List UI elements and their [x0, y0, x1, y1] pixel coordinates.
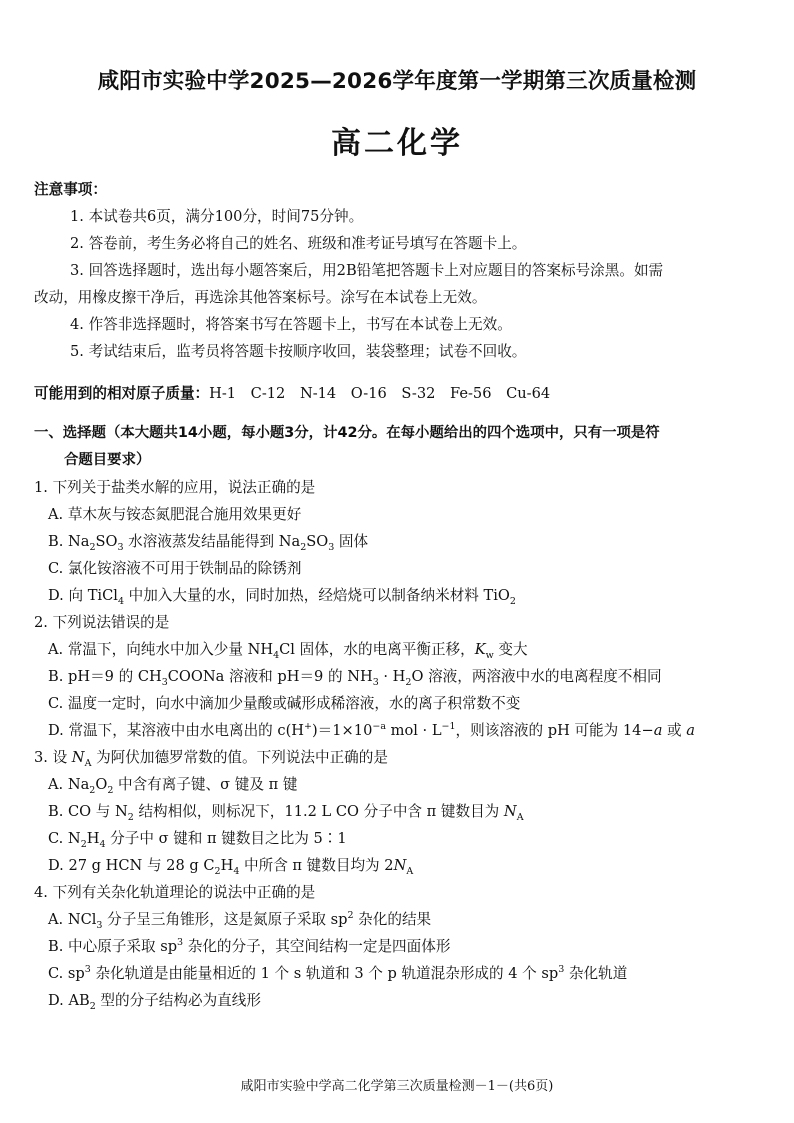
question-2-option-b: B. pH＝9 的 $CH_3COONa$ 溶液和 pH＝9 的 $NH_3 \cdot H_2O$ 溶液，两溶液中水的电离程度不相同: [48, 668, 662, 688]
atomic-mass-label: 可能用到的相对原子质量：: [34, 385, 210, 402]
section-heading: 一、选择题（本大题共14小题，每小题3分，计42分。在每小题给出的四个选项中，只有一项是符: [34, 425, 660, 441]
question-3-option-b: B. CO 与 $N_2$ 结构相似，则标况下，11.2 L CO 分子中含 π 键数目为 $N_A$: [48, 803, 524, 823]
question-1-option-d: D. 向 TiCl$_4$ 中加入大量的水，同时加热，经焙烧可以制备纳米材料 TiO$_2$: [48, 587, 516, 607]
question-1-stem: 1. 下列关于盐类水解的应用，说法正确的是: [34, 479, 316, 496]
atomic-mass-values: H-1 C-12 N-14 O-16 S-32 Fe-56 Cu-64: [209, 385, 551, 402]
question-1-option-c: C. 氯化铵溶液不可用于铁制品的除锈剂: [48, 560, 302, 577]
notice-heading: 注意事项：: [34, 181, 107, 198]
notice-item-4: 4. 作答非选择题时，将答案书写在答题卡上，书写在本试卷上无效。: [70, 316, 512, 333]
notice-item-2: 2. 答卷前，考生务必将自己的姓名、班级和准考证号填写在答题卡上。: [70, 235, 527, 252]
question-4-option-d: D. $AB_2$ 型的分子结构必为直线形: [48, 992, 261, 1012]
question-4-option-b: B. 中心原子采取 $sp^3$ 杂化的分子，其空间结构一定是四面体形: [48, 937, 451, 955]
question-2-option-a: A. 常温下，向纯水中加入少量 $NH_4Cl$ 固体，水的电离平衡正移，$K_w$ 变大: [48, 641, 528, 661]
notice-item-3: 3. 回答选择题时，选出每小题答案后，用2B铅笔把答题卡上对应题目的答案标号涂黑。如需: [70, 262, 664, 279]
question-4-option-a: A. NCl$_3$ 分子呈三角锥形，这是氮原子采取 $sp^2$ 杂化的结果: [48, 910, 432, 931]
page-footer: 咸阳市实验中学高二化学第三次质量检测－1－(共6页): [240, 1079, 554, 1094]
question-2-option-d: D. 常温下，某溶液中由水电离出的 $c(H^+)=1\times 10^{-a}$ mol · $L^{-1}$，则该溶液的 pH 可能为 14−a 或 a: [48, 721, 695, 739]
question-1-option-b: B. $Na_2SO_3$ 水溶液蒸发结晶能得到 $Na_2SO_3$ 固体: [48, 533, 369, 553]
question-3-option-c: C. $N_2H_4$ 分子中 σ 键和 π 键数目之比为 5∶1: [48, 830, 347, 850]
question-2-option-c: C. 温度一定时，向水中滴加少量酸或碱形成稀溶液，水的离子积常数不变: [48, 695, 521, 712]
question-4-stem: 4. 下列有关杂化轨道理论的说法中正确的是: [34, 884, 316, 901]
notice-item-5: 5. 考试结束后，监考员将答题卡按顺序收回，装袋整理；试卷不回收。: [70, 343, 527, 360]
question-4-option-c: C. $sp^3$ 杂化轨道是由能量相近的 1 个 s 轨道和 3 个 p 轨道混杂形成的 4 个 $sp^3$ 杂化轨道: [48, 964, 628, 982]
subject-title: 高二化学: [331, 126, 463, 161]
question-3-option-d: D. 27 g HCN 与 28 g $C_2H_4$ 中所含 π 键数目均为 $2N_A$: [48, 857, 414, 877]
section-heading-cont: 合题目要求）: [64, 452, 151, 468]
question-3-option-a: A. $Na_2O_2$ 中含有离子键、σ 键及 π 键: [48, 776, 298, 796]
exam-title: 咸阳市实验中学2025—2026学年度第一学期第三次质量检测: [97, 69, 697, 94]
exam-content: [34, 176, 754, 1014]
question-1-option-a: A. 草木灰与铵态氮肥混合施用效果更好: [48, 506, 302, 523]
question-3-stem: 3. 设 $N_A$ 为阿伏加德罗常数的值。下列说法中正确的是: [34, 749, 388, 769]
atomic-mass-line: [34, 380, 754, 407]
notice-item-3-cont: 改动，用橡皮擦干净后，再选涂其他答案标号。涂写在本试卷上无效。: [34, 289, 487, 306]
question-2-stem: 2. 下列说法错误的是: [34, 614, 170, 631]
notice-item-1: 1. 本试卷共6页，满分100分，时间75分钟。: [70, 208, 364, 225]
